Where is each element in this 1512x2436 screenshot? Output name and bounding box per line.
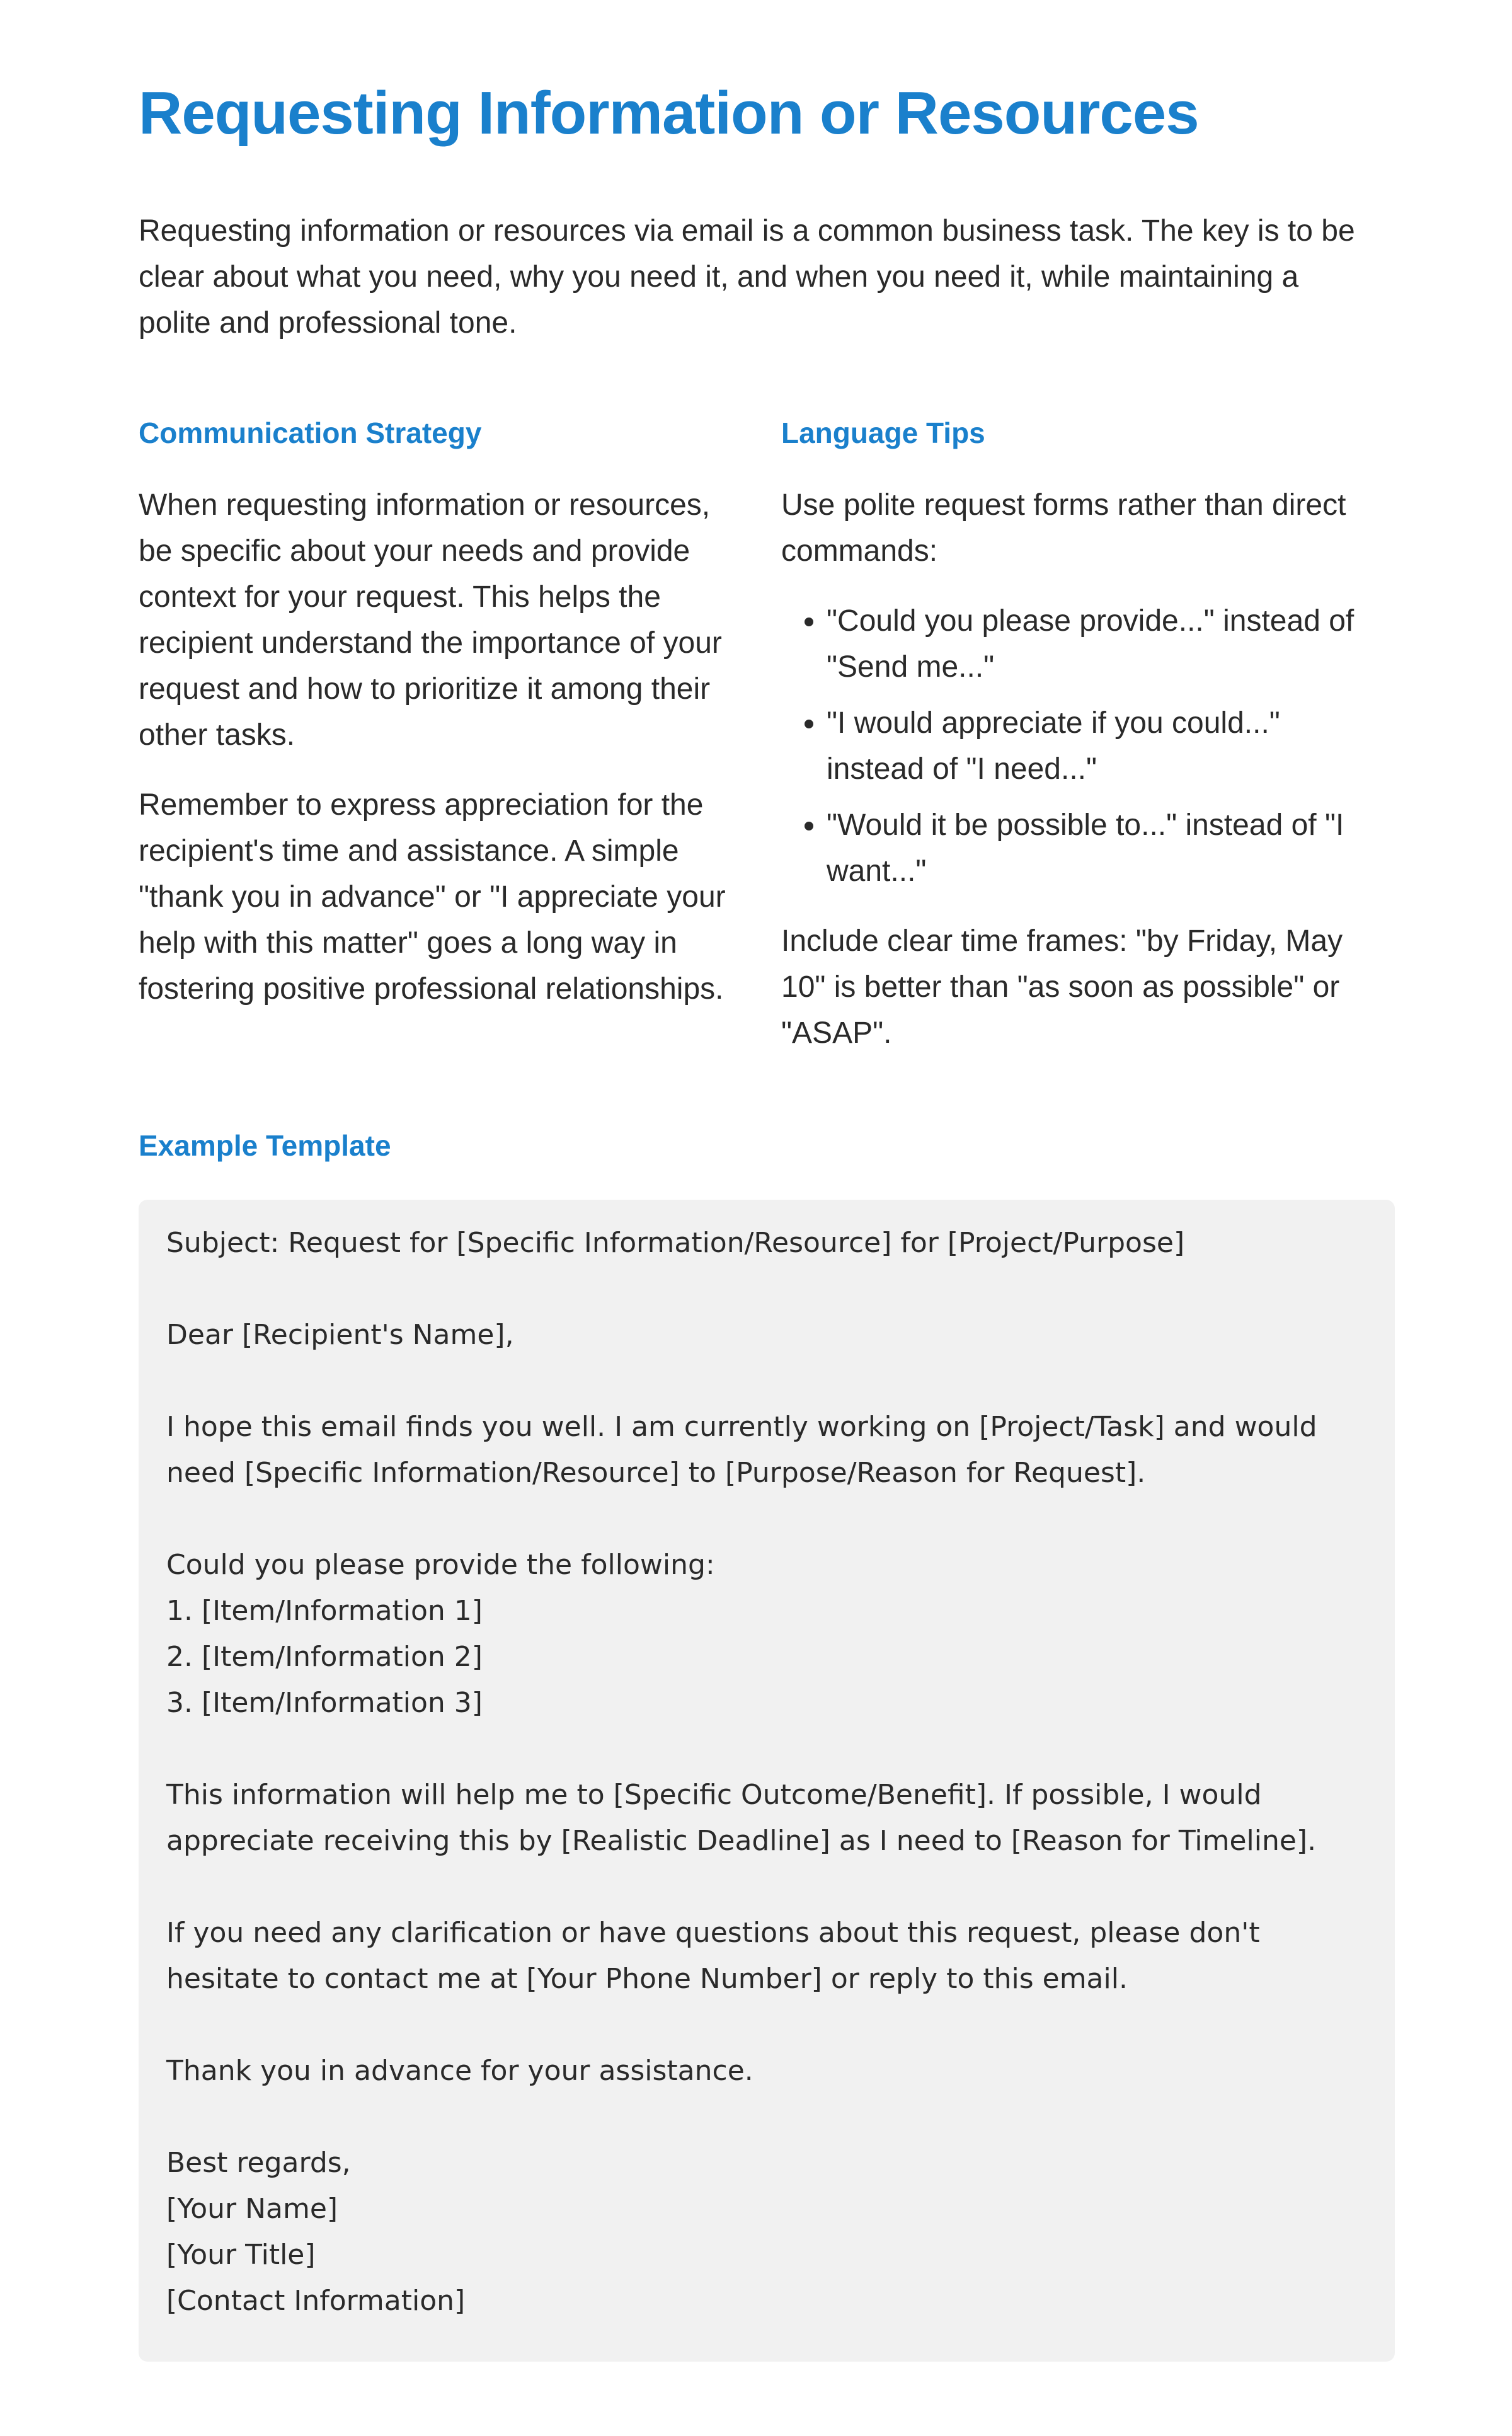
template-line: [Your Title] [166, 2239, 316, 2271]
template-line [166, 1358, 1367, 1404]
template-line [166, 1496, 1367, 1542]
intro-paragraph: Requesting information or resources via email is a common business task. The key is to be clear about what you need, why you need it, and when you need it, while maintaining a polite and professional tone. [139, 214, 1355, 340]
template-line [166, 1864, 1367, 1910]
template-line: 1. [Item/Information 1] [166, 1595, 483, 1627]
page-title: Requesting Information or Resources [139, 79, 1199, 147]
template-line [166, 2094, 1367, 2140]
template-line: Dear [Recipient's Name], [166, 1319, 514, 1351]
template-line: Thank you in advance for your assistance. [166, 2055, 753, 2087]
template-line: 2. [Item/Information 2] [166, 1641, 483, 1673]
template-line: Could you please provide the following: [166, 1549, 715, 1581]
template-line [166, 1266, 1367, 1312]
template-line: [Your Name] [166, 2193, 338, 2225]
template-line: Best regards, [166, 2147, 351, 2179]
tips-list-item: • "Could you please provide..." instead of "Send me..." [827, 598, 1373, 690]
template-line: If you need any clarification or have questions about this request, please don't hesitate to contact me at [Your Phone Number] or reply to this email. [166, 1917, 1269, 1995]
strategy-column [139, 414, 731, 1056]
strategy-heading: Communication Strategy [139, 417, 482, 449]
template-line: I hope this email finds you well. I am currently working on [Project/Task] and would need [Specific Information/Resource] to [Purpose/Reason for Request]. [166, 1411, 1326, 1489]
tips-closing: Include clear time frames: "by Friday, May 10" is better than "as soon as possible" or "ASAP". [781, 924, 1343, 1050]
template-line: [Contact Information] [166, 2285, 466, 2317]
template-line [166, 1726, 1367, 1772]
tips-list [781, 598, 1373, 894]
tips-list-item: • "I would appreciate if you could..." instead of "I need..." [827, 700, 1373, 792]
two-column-section [139, 414, 1373, 1056]
template-line: 3. [Item/Information 3] [166, 1687, 483, 1719]
template-line: This information will help me to [Specific Outcome/Benefit]. If possible, I would appreciate receiving this by [Realistic Deadline] as I need to [Reason for Timeline]. [166, 1779, 1317, 1857]
template-line [166, 2002, 1367, 2048]
tips-column [781, 414, 1373, 1056]
email-template-box [139, 1200, 1395, 2362]
example-heading: Example Template [139, 1129, 391, 1162]
tips-heading: Language Tips [781, 417, 985, 449]
strategy-paragraph: When requesting information or resources, be specific about your needs and provide context for your request. This helps the recipient understand the importance of your request and how to prioritize it among their other tasks. [139, 488, 722, 752]
tips-intro: Use polite request forms rather than direct commands: [781, 488, 1346, 568]
strategy-paragraph: Remember to express appreciation for the recipient's time and assistance. A simple "thank you in advance" or "I appreciate your help with this matter" goes a long way in fostering positive professional relationships. [139, 788, 726, 1006]
tips-list-item: • "Would it be possible to..." instead of "I want..." [827, 802, 1373, 894]
template-line: Subject: Request for [Specific Information/Resource] for [Project/Purpose] [166, 1227, 1185, 1259]
